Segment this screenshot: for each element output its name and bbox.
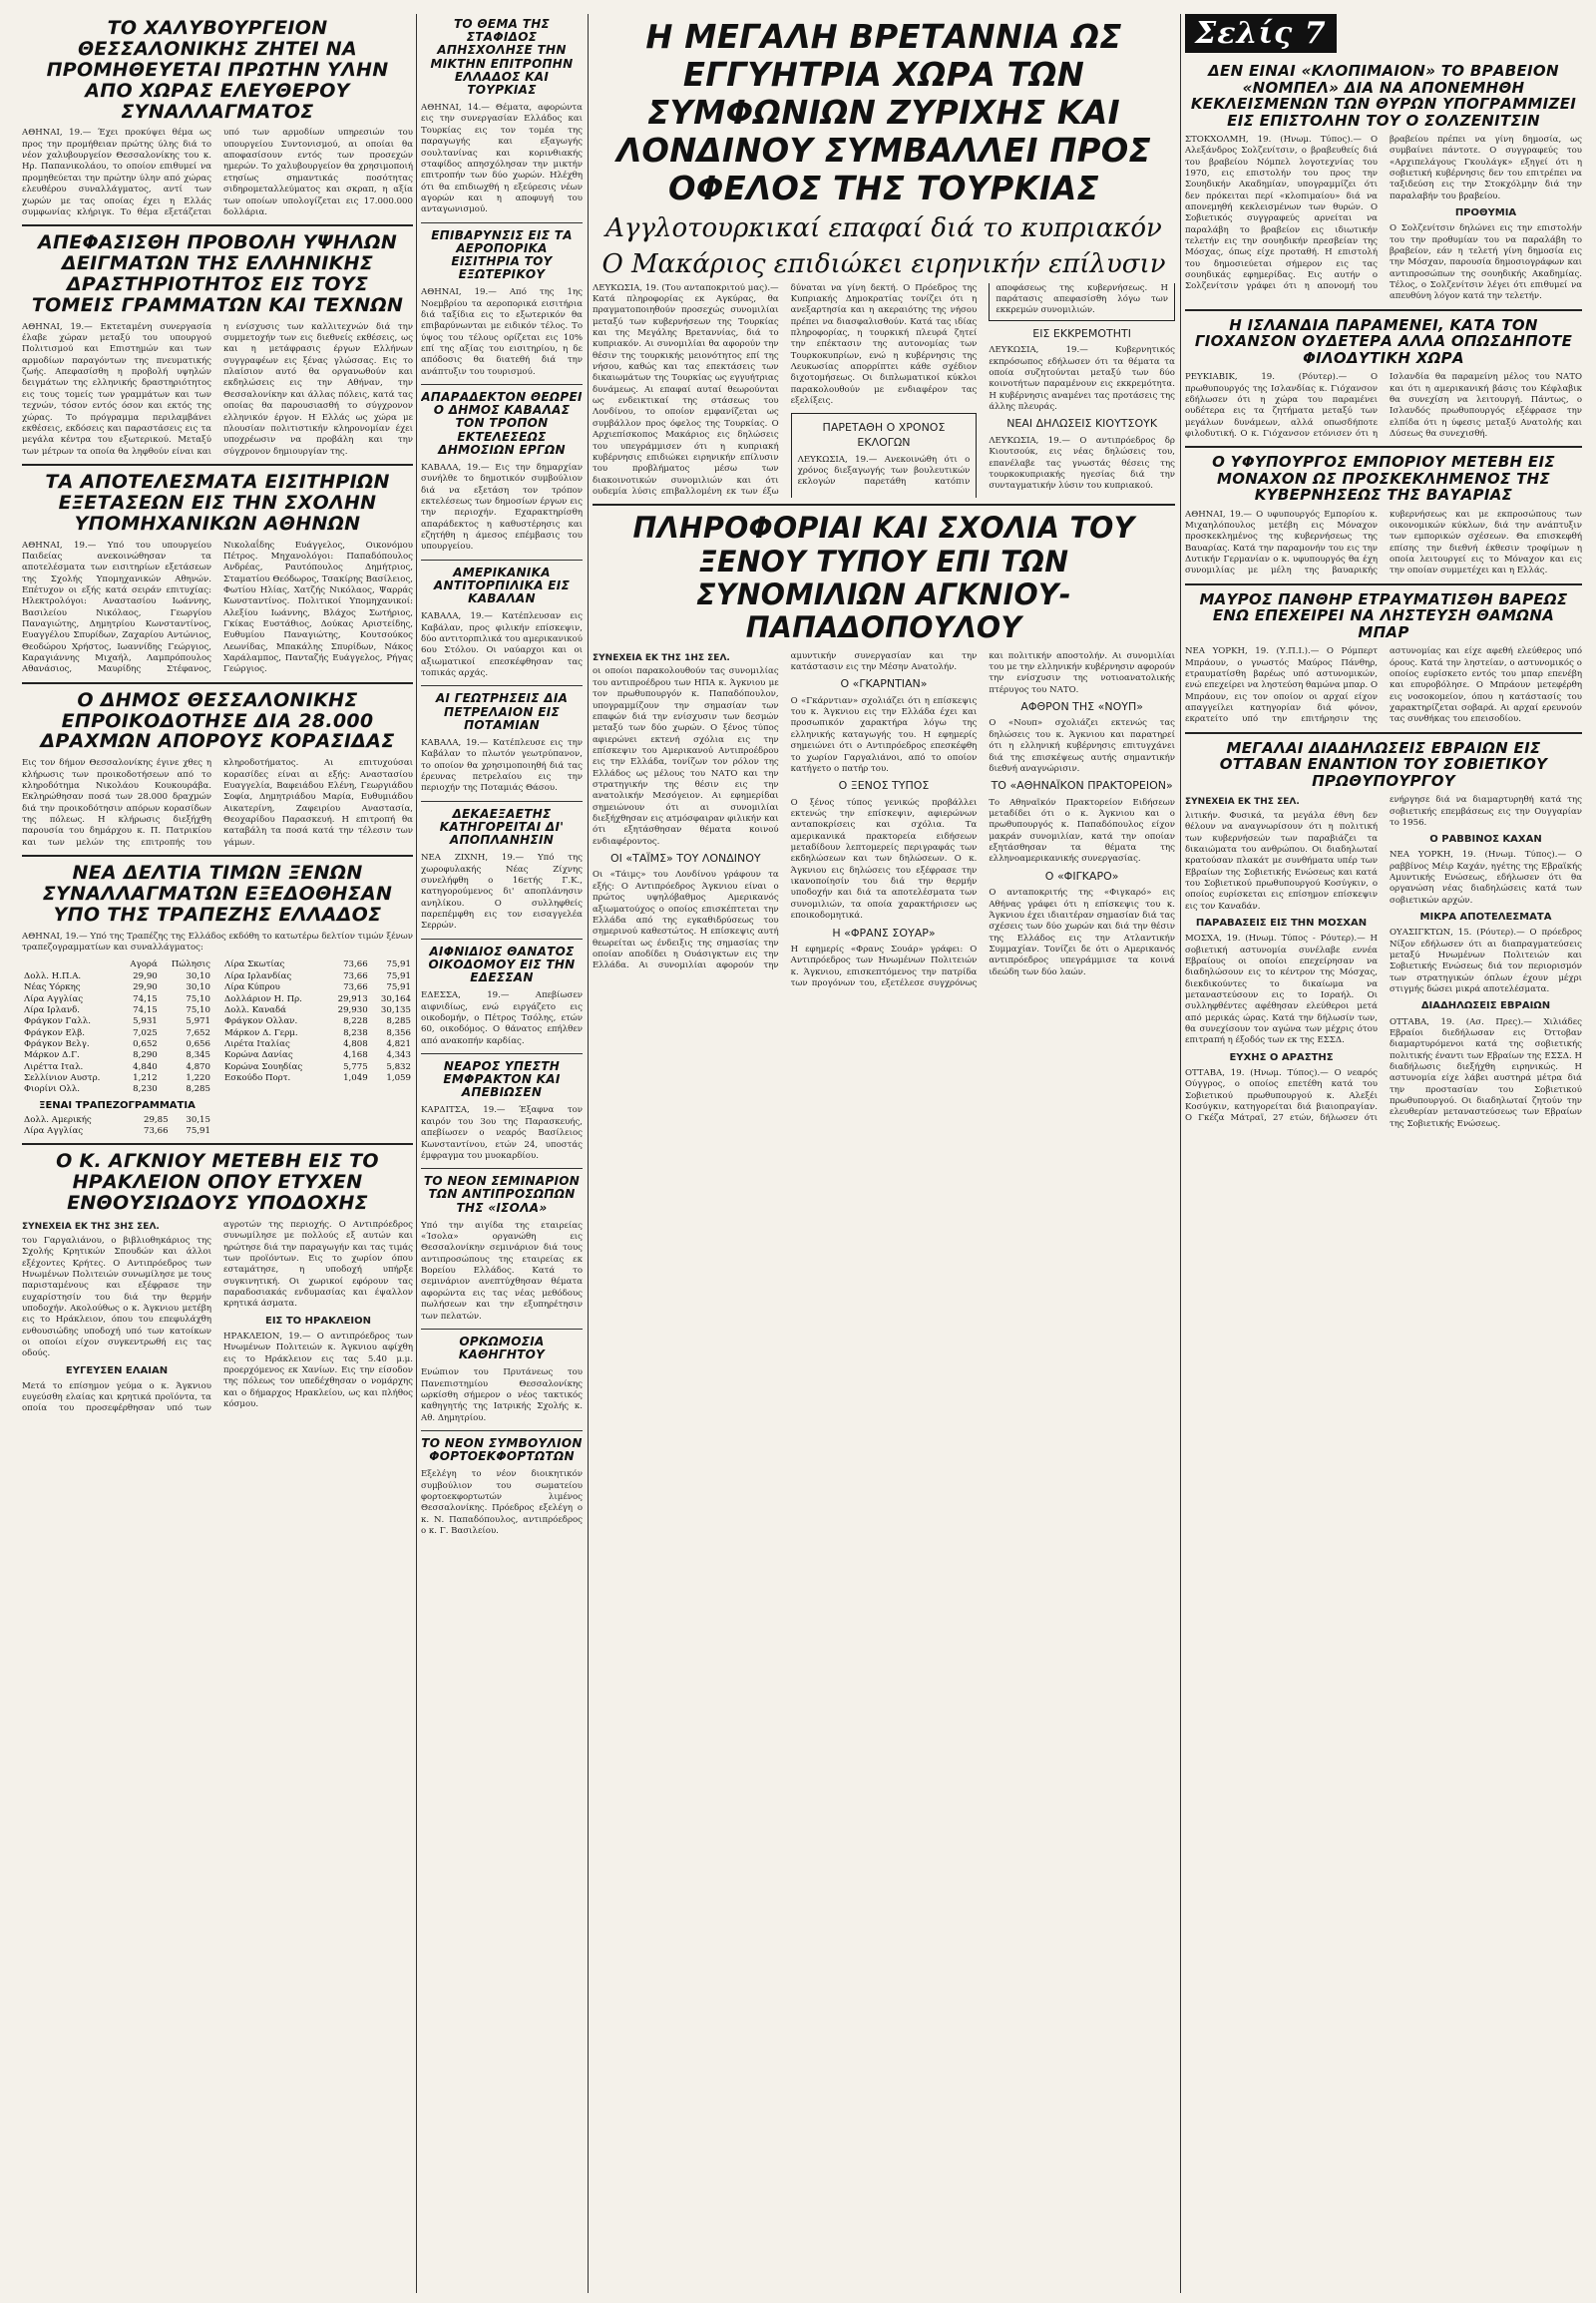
headline-oil-drilling: ΑΙ ΓΕΩΤΡΗΣΕΙΣ ΔΙΑ ΠΕΤΡΕΛΑΙΟΝ ΕΙΣ ΠΟΤΑΜΙΑΝ: [435, 691, 569, 732]
table-row: [222, 1039, 413, 1050]
divider: [1185, 583, 1582, 585]
table-cell: 30,164: [380, 993, 411, 1004]
page-number-logo: Σελίς 7: [1185, 14, 1337, 53]
column-1: [22, 14, 413, 2293]
article-text: Ο ανταποκριτής της «Φιγκαρό» εις Αθήνας γράφει ότι η επίσκεψις του κ. Άγκνιου έχει ιδιαιτέραν σημασίαν διά τας σχέσεις των δύο χωρών και διά την θέσιν της Ελλάδος εις την Ατλαντικήν Συμμαχίαν. Τονίζει δε ότι ο Αμερικανός αντιπρόεδρος υπεγράμμισε τα κοινά ιδεώδη των δύο λαών.: [989, 888, 1175, 977]
table-cell: 8,345: [186, 1050, 210, 1061]
article-body: [1185, 795, 1582, 1130]
table-cell: 8,290: [133, 1050, 158, 1061]
headline-dowry: Ο ΔΗΜΟΣ ΘΕΣΣΑΛΟΝΙΚΗΣ ΕΠΡΟΙΚΟΔΟΤΗΣΕ ΔΙΑ 28.000 ΔΡΑΧΜΩΝ ΑΠΟΡΟΥΣ ΚΟΡΑΣΙΔΑΣ: [40, 688, 395, 753]
divider: [421, 685, 583, 686]
table-cell: Λίρα Σκωτίας: [224, 960, 285, 970]
column-2: [421, 14, 583, 2293]
table-row: [22, 982, 212, 993]
article-body: [593, 651, 1175, 990]
table-cell: Κορώνα Σουηδίας: [224, 1061, 303, 1072]
article-body: ΚΑΒΑΛΑ, 19.— Κατέπλευσε εις την Καβάλαν το πλωτόν γεωτρύπανον, το οποίον θα χρησιμοποιηθή διά τας έρευνας πετρελαίου εις την περιοχήν της Ποταμιάς Θάσου.: [421, 737, 583, 794]
table-row: [22, 1126, 212, 1137]
article-text: Ο ξένος τύπος γενικώς προβάλλει εκτενώς την επίσκεψιν, αφιερώνων ανταποκρίσεις και σχόλια. Τα αμερικανικά πρακτορεία ειδήσεων μεταδίδουν λεπτομερείς περιγραφάς των εκδηλώσεων και των δηλώσεων. Ο κ. Άγκνιου εις δηλώσεις του εξέφρασε την ικανοποίησίν του διά την θερμήν υποδοχήν και διά τα αποτελέσματα των συνομιλιών, τα οποία χαρακτήρισεν ως εποικοδομητικά.: [790, 797, 978, 922]
headline-stevedores: ΤΟ ΝΕΟΝ ΣΥΜΒΟΥΛΙΟΝ ΦΟΡΤΟΕΚΦΟΡΤΩΤΩΝ: [421, 1435, 583, 1464]
headline-solzhenitsyn: ΔΕΝ ΕΙΝΑΙ «ΚΛΟΠΙΜΑΙΟΝ» ΤΟ ΒΡΑΒΕΙΟΝ «ΝΟΜΠΕΛ» ΔΙΑ ΝΑ ΑΠΟΝΕΜΗΘΗ ΚΕΚΛΕΙΣΜΕΝΩΝ ΤΩΝ ΘΥΡΩΝ ΥΠΟΓΡΑΜΜΙΖΕΙ ΕΙΣ ΕΠΙΣΤΟΛΗΝ ΤΟΥ Ο ΣΟΛΖΕΝΙΤΣΙΝ: [1190, 62, 1577, 130]
table-cell: 4,821: [386, 1038, 411, 1049]
table-row: [22, 1005, 212, 1016]
article-body: ΕΔΕΣΣΑ, 19.— Απεβίωσεν αιφνιδίως, ενώ ειργάζετο εις οικοδομήν, ο Πέτρος Τσόλης, ετών 60, οικοδόμος. Ο θάνατος επήλθεν από ανακοπήν καρδίας.: [421, 990, 583, 1046]
subheading: ΜΙΚΡΑ ΑΠΟΤΕΛΕΣΜΑΤΑ: [1419, 912, 1552, 924]
headline-air-tickets: ΕΠΙΒΑΡΥΝΣΙΣ ΕΙΣ ΤΑ ΑΕΡΟΠΟΡΙΚΑ ΕΙΣΙΤΗΡΙΑ ΤΟΥ ΕΞΩΤΕΡΙΚΟΥ: [431, 227, 573, 282]
table-cell: Λίρα Κύπρου: [224, 982, 280, 993]
divider: [1185, 446, 1582, 448]
table-cell: 1,059: [386, 1072, 411, 1083]
table-cell: Σελλίνιον Αυστρ.: [24, 1072, 101, 1083]
table-row: [222, 960, 413, 970]
article-body: ΑΘΗΝΑΙ, 19.— Υπό του υπουργείου Παιδείας ανεκοινώθησαν τα αποτελέσματα των εισιτηρίων εξετάσεων της Σχολής Υπομηχανικών Αθηνών. Επέτυχον οι εξής κατά σειράν επιτυχίας: Ηλεκτρολόγοι: Αναστασίου Ιωάννης, Βασιλείου Νικόλαος, Γεωργίου Παναγιώτης, Δημητρίου Κωνσταντίνος, Ευαγγέλου Σπυρίδων, Ζαχαρίου Αντώνιος, Θεοδώρου Χρήστος, Ιωαννίδης Γεώργιος, Καραγιάννης Μιχαήλ, Λαμπρόπουλος Αθανάσιος, Μαυρίδης Στέφανος, Νικολαΐδης Ευάγγελος, Οικονόμου Πέτρος. Μηχανολόγοι: Παπαδόπουλος Ανδρέας, Ραυτόπουλος Δημήτριος, Σταματίου Θεόδωρος, Τσακίρης Βασίλειος, Φωτίου Ηλίας, Χατζής Νικόλαος, Ψαρράς Κωνσταντίνος. Πολιτικοί Υπομηχανικοί: Αλεξίου Ιωάννης, Βλάχος Σωτήριος, Γκίκας Ευστάθιος, Δούκας Αριστείδης, Ευθυμίου Παναγιώτης, Κουτσούκος Λεωνίδας, Μπακάλης Σπυρίδων, Νάκος Χαράλαμπος, Πανταζής Ευάγγελος, Ρήγας Γεώργιος.: [22, 540, 413, 675]
table-row: [222, 1005, 413, 1016]
divider: [421, 560, 583, 561]
article-text: Ο «Νουπ» σχολιάζει εκτενώς τας δηλώσεις του κ. Άγκνιου και παρατηρεί ότι η ελληνική κυβέρνησις επιτυγχάνει διά της επισκέψεως αυτής σημαντικήν διεθνή αναγνώρισιν.: [989, 718, 1175, 774]
table-header: Αγορά: [130, 960, 158, 970]
divider: [421, 222, 583, 223]
article-text: ΟΥΑΣΙΓΚΤΩΝ, 15. (Ρόυτερ).— Ο πρόεδρος Νίξον εδήλωσεν ότι αι διαπραγματεύσεις μεταξύ Ηνωμένων Πολιτειών και Σοβιετικής Ενώσεως διά τον περιορισμόν των στρατηγικών όπλων έχουν μέχρι στιγμής δώσει μικρά αποτελέσματα.: [1390, 928, 1582, 995]
divider: [22, 224, 413, 226]
table-row: [22, 1084, 212, 1095]
table-row: [22, 1115, 212, 1126]
headline-deputy-minister: Ο ΥΦΥΠΟΥΡΓΟΣ ΕΜΠΟΡΙΟΥ ΜΕΤΕΒΗ ΕΙΣ ΜΟΝΑΧΟΝ ΩΣ ΠΡΟΣΚΕΚΛΗΜΕΝΟΣ ΤΗΣ ΚΥΒΕΡΝΗΣΕΩΣ ΤΗΣ ΒΑΥΑΡΙΑΣ: [1212, 453, 1555, 505]
article-text: ΗΡΑΚΛΕΙΟΝ, 19.— Ο αντιπρόεδρος των Ηνωμένων Πολιτειών κ. Άγκνιου αφίχθη εις το Ηράκλειον εις τας 5.40 μ.μ. προερχόμενος εκ Χανίων. Εις την είσοδον της πόλεως τον υπεδέχθησαν ο νομάρχης και ο δήμαρχος Ηρακλείου, ως και πλήθος κόσμου.: [223, 1331, 413, 1409]
column-rule: [588, 14, 589, 2293]
table-header: Πώλησις: [171, 960, 210, 970]
continuation-label: ΣΥΝΕΧΕΙΑ ΕΚ ΤΗΣ 1ΗΣ ΣΕΛ.: [593, 652, 730, 663]
table-cell: Δολλάριον Η. Πρ.: [224, 993, 302, 1004]
table-cell: 8,230: [133, 1084, 158, 1095]
table-header: [22, 960, 121, 970]
table-cell: 29,90: [133, 970, 158, 981]
table-cell: 75,91: [386, 970, 411, 981]
divider: [421, 1430, 583, 1431]
table-cell: 5,775: [343, 1061, 368, 1072]
article-body: ΑΘΗΝΑΙ, 19.— Ο υφυπουργός Εμπορίου κ. Μιχαηλόπουλος μετέβη εις Μόναχον προσκεκλημένος της κυβερνήσεως της Βαυαρίας. Κατά την παραμονήν του εις την Δυτικήν Γερμανίαν ο κ. υφυπουργός θα έχη συνομιλίας με μέλη της βαυαρικής κυβερνήσεως και με εκπροσώπους των οικονομικών κύκλων, διά την ανάπτυξιν των εμπορικών σχέσεων. Θα επισκεφθή επίσης την διεθνή έκθεσιν τροφίμων η οποία λειτουργεί εις το Μόναχον και εις την οποίαν συμμετέχει και η Ελλάς.: [1185, 509, 1582, 576]
article-body: ΑΘΗΝΑΙ, 19.— Από της 1ης Νοεμβρίου τα αεροπορικά εισιτήρια διά ταξίδια εις το εξωτερικόν θα επιβαρύνωνται με ειδικόν τέλος. Το ύψος του τέλους ορίζεται εις 10% επί της αξίας του εισιτηρίου, η δε απόδοσις θα διατεθή διά την ανάπτυξιν του τουρισμού.: [421, 287, 583, 377]
table-cell: 29,90: [133, 982, 158, 993]
article-text: Ο «Γκάρντιαν» σχολιάζει ότι η επίσκεψις του κ. Άγκνιου εις την Ελλάδα έχει και προσωπικόν χαρακτήρα λόγω της ελληνικής καταγωγής του. Η εφημερίς σημειώνει ότι ο Αντιπρόεδρος επεσκέφθη το χωρίον Γαργαλιάνοι, από το οποίον κατήγετο ο πατήρ του.: [790, 695, 978, 774]
subheading: ΕΥΧΗΣ Ο ΑΡΑΣΤΗΣ: [1229, 1051, 1334, 1063]
table-row: [222, 1028, 413, 1039]
subheadline: Αγγλοτουρκικαί επαφαί διά το κυπριακόν: [605, 212, 1162, 243]
article-text: του Γαργαλιάνου, ο βιβλιοθηκάριος της Σχολής Κρητικών Σπουδών και άλλοι εξέχοντες Κρήτες. Ο Αντιπρόεδρος των Ηνωμένων Πολιτειών συνωμίλησε με τους παρισταμένους και εξέφρασε την ευχαρίστησίν του διά την θερμήν υποδοχήν. Ακολούθως ο κ. Άγκνιου μετέβη εις το Ηράκλειον, όπου του επεφυλάχθη ενθουσιώδης υποδοχή υπό των κατοίκων οι οποίοι είχον συγκεντρωθή εις τας οδούς.: [22, 1235, 211, 1359]
table-cell: 73,66: [144, 1125, 169, 1136]
table-cell: Μάρκον Δ. Γερμ.: [224, 1027, 298, 1038]
headline-exchange-rates: ΝΕΑ ΔΕΛΤΙΑ ΤΙΜΩΝ ΞΕΝΩΝ ΣΥΝΑΛΛΑΓΜΑΤΩΝ ΕΞΕΔΟΘΗΣΑΝ ΥΠΟ ΤΗΣ ΤΡΑΠΕΖΗΣ ΕΛΛΑΔΟΣ: [42, 862, 393, 926]
headline-black-panther: ΜΑΥΡΟΣ ΠΑΝΘΗΡ ΕΤΡΑΥΜΑΤΙΣΘΗ ΒΑΡΕΩΣ ΕΝΩ ΕΠΕΧΕΙΡΕΙ ΝΑ ΛΗΣΤΕΥΣΗ ΘΑΜΩΝΑ ΜΠΑΡ: [1199, 589, 1568, 641]
table-cell: 1,220: [186, 1072, 210, 1083]
column-4: [1185, 14, 1582, 2293]
table-row: [222, 1073, 413, 1084]
table-cell: 4,343: [386, 1050, 411, 1061]
table-row: [222, 982, 413, 993]
table-row: [222, 1050, 413, 1061]
subheading: ΕΙΣ ΕΚΚΡΕΜΟΤΗΤΙ: [1032, 326, 1131, 340]
table-cell: 73,66: [343, 982, 368, 993]
table-cell: 8,228: [343, 1016, 368, 1027]
table-cell: 74,15: [133, 1004, 158, 1015]
table-cell: Λιρέτα Ιταλίας: [224, 1038, 290, 1049]
table-cell: 75,10: [186, 993, 210, 1004]
headline-seminar: ΤΟ ΝΕΟΝ ΣΕΜΙΝΑΡΙΟΝ ΤΩΝ ΑΝΤΙΠΡΟΣΩΠΩΝ ΤΗΣ «ΙΣΟΛΑ»: [423, 1174, 581, 1215]
article-text: Μετά το επίσημον γεύμα ο κ. Άγκνιου ευγεύσθη ελαίας και κρητικά προϊόντα, τα οποία του προσεφέρθησαν υπό των αγροτών της περιοχής. Ο Αντιπρόεδρος συνωμίλησε με πολλούς εξ αυτών και ηρώτησε διά την παραγωγήν και τας τιμάς των προϊόντων. Εις το χωρίον όπου εσταμάτησε, η υποδοχή υπήρξε συγκινητική. Οι χωρικοί εφόρουν τας παραδοσιακάς ενδυμασίας και έψαλλον κρητικά άσματα.: [22, 1219, 413, 1414]
headline-builder-death: ΑΙΦΝΙΔΙΟΣ ΘΑΝΑΤΟΣ ΟΙΚΟΔΟΜΟΥ ΕΙΣ ΤΗΝ ΕΔΕΣΣΑΝ: [428, 944, 576, 984]
column-3: [593, 14, 1175, 2293]
table-cell: 1,212: [133, 1072, 158, 1083]
table-cell: 7,025: [133, 1027, 158, 1038]
article-body: ΑΘΗΝΑΙ, 19.— Εκτεταμένη συνεργασία έλαβε χώραν μεταξύ του υπουργού Πολιτισμού και Επιστημών και των αρμοδίων παραγόντων της πνευματικής ζωής. Απεφασίσθη η προβολή υψηλών δειγμάτων της ελληνικής δραστηριότητος εις τους τομείς των γραμμάτων και των τεχνών, τόσον εντός όσον και εκτός της χώρας. Το πρόγραμμα περιλαμβάνει εκθέσεις, εκδόσεις και παραστάσεις εις τα μεγάλα κέντρα του εξωτερικού. Μεταξύ των μέτρων τα οποία θα ληφθούν είναι και η ενίσχυσις των καλλιτεχνών διά την συμμετοχήν των εις διεθνείς εκθέσεις, ως και η μετάφρασις έργων Ελλήνων συγγραφέων εις ξένας γλώσσας. Εις το πλαίσιον αυτό θα οργανωθούν και εκδηλώσεις εις την Αθήναν, την Θεσσαλονίκην και άλλας πόλεις, κατά τας οποίας θα παρουσιασθή το σύγχρονον ελληνικόν έργον. Η Ελλάς ως χώρα με πλουσίαν πολιτιστικήν κληρονομίαν έχει υποχρέωσιν να προβάλη και την σύγχρονον δημιουργίαν της.: [22, 321, 413, 457]
table-cell: 4,840: [133, 1061, 158, 1072]
table-row: [22, 1028, 212, 1039]
article-body: ΡΕΥΚΙΑΒΙΚ, 19. (Ρόυτερ).— Ο πρωθυπουργός της Ισλανδίας κ. Γιόχανσον εδήλωσεν ότι η χώρα του παραμένει ουδέτερα εις τα ζητήματα μεταξύ των μεγάλων δυνάμεων, αλλά οπωσδήποτε φιλοδυτική. Ο κ. Γιόχανσον ετόνισεν ότι η Ισλανδία θα παραμείνη μέλος του ΝΑΤΟ και ότι η αμερικανική βάσις του Κέφλαβικ θα συνεχίση να λειτουργή. Πάντως, ο Ισλανδός πρωθυπουργός εξέφρασε την ελπίδα ότι η ύφεσις μεταξύ Ανατολής και Δύσεως θα συνεχισθή.: [1185, 372, 1582, 439]
table-row: [22, 1050, 212, 1061]
table-cell: 30,10: [186, 982, 210, 993]
article-text: λιτικήν. Φυσικά, τα μεγάλα έθνη δεν θέλουν να αναγνωρίσουν ότι η πολιτική των κυβερνήσεών των παραβιάζει τα δικαιώματα του ανθρώπου. Οι διαδηλωταί κρατούσαν πλακάτ με συνθήματα υπέρ των Εβραίων της Σοβιετικής Ενώσεως και κατά του Σοβιετικού πρωθυπουργού Κοσύγκιν, ο οποίος ευρίσκεται εις επίσημον επίσκεψιν εις τον Καναδάν.: [1185, 811, 1378, 912]
article-body: ΑΘΗΝΑΙ, 14.— Θέματα, αφορώντα εις την συνεργασίαν Ελλάδος και Τουρκίας εις τον τομέα της παραγωγής και εξαγωγής σουλτανίνας και κορινθιακής σταφίδος απησχόλησαν την μικτήν επιτροπήν των δύο χωρών. Ηλέχθη ότι θα επιδιωχθή η εξεύρεσις νέων αγορών και η αποφυγή του ανταγωνισμού.: [421, 103, 583, 215]
inset-heading: ΠΑΡΕΤΑΘΗ Ο ΧΡΟΝΟΣ ΕΚΛΟΓΩΝ: [822, 421, 946, 449]
table-cell: Δολλ. Η.Π.Α.: [24, 970, 82, 981]
divider: [22, 855, 413, 857]
table-cell: Λίρα Ιρλανδίας: [224, 970, 292, 981]
article-text: ΟΤΤΑΒΑ, 19. (Ασ. Πρες).— Χιλιάδες Εβραίοι διεδήλωσαν εις Όττοβαν διαμαρτυρόμενοι κατά της σοβιετικής πολιτικής έναντι των Εβραίων της ΕΣΣΔ. Η διαδήλωσις διεξήχθη ειρηνικώς. Η αστυνομία είχε λάβει αυστηρά μέτρα διά την προστασίαν του Σοβιετικού πρωθυπουργού. Οι διαδηλωταί ζητούν την ελευθερίαν μεταναστεύσεως των Εβραίων της Σοβιετικής Ενώσεως.: [1390, 1016, 1582, 1129]
table-cell: 73,66: [343, 970, 368, 981]
headline-ottawa-protests: ΜΕΓΑΛΑΙ ΔΙΑΔΗΛΩΣΕΙΣ ΕΒΡΑΙΩΝ ΕΙΣ ΟΤΤΑΒΑΝ ΕΝΑΝΤΙΟΝ ΤΟΥ ΣΟΒΙΕΤΙΚΟΥ ΠΡΩΘΥΠΟΥΡΓΟΥ: [1219, 738, 1548, 790]
subheading: ΕΥΓΕΥΣΕΝ ΕΛΑΙΑΝ: [65, 1364, 169, 1376]
table-row: [222, 994, 413, 1005]
table-cell: Φιορίνι Ολλ.: [24, 1084, 81, 1095]
table-cell: Φράγκον Ολλαν.: [224, 1016, 298, 1027]
article-text: ΜΟΣΧΑ, 19. (Ηνωμ. Τύπος - Ρόυτερ).— Η σοβιετική αστυνομία συνέλαβε εννέα Εβραίους οι οποίοι επεχείρησαν να διαδηλώσουν εις το κέντρον της Μόσχας, διεκδικούντες το δικαίωμα να μεταναστεύσουν εις το Ισραήλ. Οι συλληφθέντες αφέθησαν ελεύθεροι μετά από μερικάς ώρας. Κατά την δήλωσίν των, θα συνεχίσουν τον αγώνα των μέχρις ότου επιτραπή η έξοδός των εκ της ΕΣΣΔ.: [1185, 934, 1378, 1046]
table-cell: 0,656: [186, 1038, 210, 1049]
table-cell: 8,238: [343, 1027, 368, 1038]
divider: [421, 1329, 583, 1330]
table-row: [22, 1073, 212, 1084]
headline-culture: ΑΠΕΦΑΣΙΣΘΗ ΠΡΟΒΟΛΗ ΥΨΗΛΩΝ ΔΕΙΓΜΑΤΩΝ ΤΗΣ ΕΛΛΗΝΙΚΗΣ ΔΡΑΣΤΗΡΙΟΤΗΤΟΣ ΕΙΣ ΤΟΥΣ ΤΟΜΕΙΣ ΓΡΑΜΜΑΤΩΝ ΚΑΙ ΤΕΧΝΩΝ: [31, 231, 404, 316]
table-cell: Μάρκον Δ.Γ.: [24, 1050, 80, 1061]
headline-raisins: ΤΟ ΘΕΜΑ ΤΗΣ ΣΤΑΦΙΔΟΣ ΑΠΗΣΧΟΛΗΣΕ ΤΗΝ ΜΙΚΤΗΝ ΕΠΙΤΡΟΠΗΝ ΕΛΛΑΔΟΣ ΚΑΙ ΤΟΥΡΚΙΑΣ: [430, 17, 574, 97]
table-cell: Λίρα Αγγλίας: [24, 993, 84, 1004]
article-body: ΑΘΗΝΑΙ, 19.— Έχει προκύψει θέμα ως προς την προμήθειαν πρώτης ύλης διά το νέον χαλυβουργείον Θεσσαλονίκης του κ. Ηρ. Παπανικολάου, το οποίον επιθυμεί να προμηθεύεται την πρώτην ύλην από χώρας ελευθέρου συναλλάγματος, αντί των χωρών με τας οποίας έχει η Ελλάς συμφωνίας κλήριγκ. Το θέμα εξετάζεται υπό των αρμοδίων υπηρεσιών του υπουργείου Συντονισμού, αι οποίαι θα αποφασίσουν εντός των προσεχών ημερών. Το χαλυβουργείον θα χρησιμοποιή ετησίως σημαντικάς ποσότητας σιδηρομεταλλεύματος και σκραπ, η αξία των οποίων υπολογίζεται εις 17.000.000 δολλάρια.: [22, 128, 413, 217]
article-intro: ΑΘΗΝΑΙ, 19.— Υπό της Τραπέζης της Ελλάδος εκδόθη το κατωτέρω δελτίον τιμών ξένων τραπεζογραμματίων και συναλλάγματος:: [22, 931, 413, 954]
subheading: Ο ΡΑΒΒΙΝΟΣ ΚΑΧΑΝ: [1429, 834, 1542, 846]
article-body: ΝΕΑ ΖΙΧΝΗ, 19.— Υπό της χωροφυλακής Νέας Ζίχνης συνελήφθη ο 16ετής Γ.Κ., κατηγορούμενος δι' αποπλάνησιν ανηλίκου. Ο συλληφθείς παρεπέμφθη εις τον εισαγγελέα Σερρών.: [421, 853, 583, 932]
article-text: Το Αθηναϊκόν Πρακτορείον Ειδήσεων μεταδίδει ότι ο κ. Άγκνιου και ο πρωθυπουργός κ. Παπαδόπουλος είχον μακράν συνομιλίαν, κατά την οποίαν εξητάσθησαν τα θέματα της ελληνοαμερικανικής συνεργασίας.: [989, 797, 1175, 865]
subheading: ΝΕΑΙ ΔΗΛΩΣΕΙΣ ΚΙΟΥΤΣΟΥΚ: [1006, 417, 1158, 431]
subheading: ΟΙ «ΤΑΪΜΣ» ΤΟΥ ΛΟΝΔΙΝΟΥ: [609, 851, 761, 865]
article-text: ΛΕΥΚΩΣΙΑ, 19.— Ανεκοινώθη ότι ο χρόνος διεξαγωγής των βουλευτικών εκλογών παρετάθη κατόπιν αποφάσεως της κυβερνήσεως. Η παράτασις απεφασίσθη λόγω των εκκρεμών συνομιλιών.: [797, 282, 1168, 488]
article-body: ΚΑΒΑΛΑ, 19.— Εις την δημαρχίαν συνήλθε το δημοτικόν συμβούλιον διά να εξετάση τον τρόπον εκτελέσεως των δημοσίων έργων εις την περιοχήν. Εχαρακτηρίσθη απαράδεκτος η καθυστέρησις και εζητήθη η άμεσος επέμβασις του υπουργείου.: [421, 463, 583, 553]
divider: [421, 801, 583, 802]
article-body: ΚΑΒΑΛΑ, 19.— Κατέπλευσαν εις Καβάλαν, προς φιλικήν επίσκεψιν, δύο αντιτορπιλικά του αμερικανικού 6ου Στόλου. Οι ναύαρχοι και οι αξιωματικοί επεσκέφθησαν τας τοπικάς αρχάς.: [421, 611, 583, 679]
table-cell: 8,356: [386, 1027, 411, 1038]
article-body: Εις τον δήμον Θεσσαλονίκης έγινε χθες η κλήρωσις των προικοδοτήσεων από το κληροδότημα Νικολάου Κουκουράβα. Εκληρώθησαν ποσά των 28.000 δραχμών διά την προικοδότησιν απόρων κορασίδων της πόλεως. Η κλήρωσις διεξήχθη παρουσία του δημάρχου κ. Π. Πατρικίου και των μελών της επιτροπής του κληροδοτήματος. Αι επιτυχούσαι κορασίδες είναι αι εξής: Αναστασίου Ευαγγελία, Βαφειάδου Ελένη, Γεωργιάδου Σοφία, Δημητριάδου Μαρία, Ευθυμιάδου Αικατερίνη, Ζαφειρίου Αναστασία, Θεοχαρίδου Παρασκευή. Η επιτροπή θα καταβάλη τα ποσά κατά την τέλεσιν των γάμων.: [22, 758, 413, 848]
divider: [22, 1143, 413, 1145]
exchange-rate-table-right: [222, 960, 413, 1084]
article-body: Υπό την αιγίδα της εταιρείας «Ίσολα» οργανώθη εις Θεσσαλονίκην σεμινάριον διά τους αντιπροσώπους της εταιρείας εκ Βορείου Ελλάδος. Κατά το σεμινάριον ανεπτύχθησαν θέματα αφορώντα εις τας νέας μεθόδους πωλήσεων και την εξυπηρέτησιν των πελατών.: [421, 1220, 583, 1322]
table-cell: Νέας Υόρκης: [24, 982, 81, 993]
article-body: Ενώπιον του Πρυτάνεως του Πανεπιστημίου Θεσσαλονίκης ωρκίσθη σήμερον ο νέος τακτικός καθηγητής της Ιατρικής Σχολής κ. Αθ. Δημητρίου.: [421, 1367, 583, 1423]
table-cell: 73,66: [343, 960, 368, 970]
article-text: ΛΕΥΚΩΣΙΑ, 19. (Του ανταποκριτού μας).— Κατά πληροφορίας εκ Αγκύρας, θα πραγματοποιηθούν προσεχώς συνομιλίαι μεταξύ των κυβερνήσεων της Τουρκίας και της Μεγάλης Βρεταννίας, διά το κυπριακόν. Αι συνομιλίαι θα αφορούν την θέσιν της τουρκικής μειονότητος επί της νήσου, καθώς και τας επεκτάσεις των δικαιωμάτων της Τουρκίας ως εγγυήτριας δυνάμεως. Αι επαφαί αυταί θεωρούνται ως ενδεικτικαί της στάσεως του Λονδίνου, το οποίον εμφανίζεται ως συμβάλλον προς όφελος της Τουρκίας. Ο Αρχιεπίσκοπος Μακάριος εις δηλώσεις του υπεγράμμισεν ότι η κυπριακή κυβέρνησις επιδιώκει ειρηνικήν επίλυσιν του προβλήματος μέσω των διακοινοτικών συνομιλιών και ότι ουδεμία λύσις επιβαλλομένη εκ των έξω δύναται να γίνη δεκτή. Ο Πρόεδρος της Κυπριακής Δημοκρατίας τονίζει ότι η ανεξαρτησία και η ακεραιότης της νήσου πρέπει να διασφαλισθούν. Κατά τας ιδίας πληροφορίας, η τουρκική πλευρά ζητεί την επέκτασιν της αυτονομίας των Τουρκοκυπρίων, ενώ η κυβέρνησις της Λευκωσίας απορρίπτει κάθε σχέδιον διχοτομήσεως. Οι διπλωματικοί κύκλοι παρακολουθούν με ενδιαφέρον τας εξελίξεις.: [593, 282, 978, 497]
table-cell: Κορώνα Δανίας: [224, 1050, 293, 1061]
subheading: ΠΑΡΑΒΑΣΕΙΣ ΕΙΣ ΤΗΝ ΜΟΣΧΑΝ: [1195, 918, 1368, 930]
table-cell: Δολλ. Αμερικής: [24, 1114, 92, 1125]
article-text: ΛΕΥΚΩΣΙΑ, 19.— Ο αντιπρόεδρος δρ Κιουτσούκ, εις νέας δηλώσεις του, επανέλαβε τας γνωστάς θέσεις της τουρκοκυπριακής ηγεσίας διά την συνταγματικήν λύσιν του κυπριακού.: [989, 435, 1175, 492]
article-body: ΝΕΑ ΥΟΡΚΗ, 19. (Υ.Π.Ι.).— Ο Ρόμπερτ Μπράουν, ο γνωστός Μαύρος Πάνθηρ, ετραυματίσθη βαρέως υπό αστυνομικών, ενώ επεχείρει να ληστεύση θαμώνα μπαρ. Ο Μπράουν, εις τον οποίον οι αρχαί είχον απαγγείλει κατηγορίαν διά φόνον, εκρατείτο υπό την επιτήρησιν της αστυνομίας και είχε αφεθή ελεύθερος υπό όρους. Κατά την ληστείαν, ο αστυνομικός ο οποίος ευρίσκετο εντός του μπαρ επενέβη και επυροβόλησε. Ο Μπράουν μετεφέρθη εις νοσοκομείον, όπου η κατάστασίς του χαρακτηρίζεται σοβαρά. Αι αρχαί ερευνούν τας συνθήκας του επεισοδίου.: [1185, 646, 1582, 725]
divider: [421, 939, 583, 940]
headline-kavala-works: ΑΠΑΡΑΔΕΚΤΟΝ ΘΕΩΡΕΙ Ο ΔΗΜΟΣ ΚΑΒΑΛΑΣ ΤΟΝ ΤΡΟΠΟΝ ΕΚΤΕΛΕΣΕΩΣ ΔΗΜΟΣΙΩΝ ΕΡΓΩΝ: [421, 390, 583, 457]
article-body: Εξελέγη το νέον διοικητικόν συμβούλιον του σωματείου φορτοεκφορτωτών λιμένος Θεσσαλονίκης. Πρόεδρος εξελέγη ο κ. Ν. Παπαδόπουλος, αντιπρόεδρος ο κ. Γ. Βασιλείου.: [421, 1469, 583, 1537]
article-text: Οι «Τάιμς» του Λονδίνου γράφουν τα εξής: Ο Αντιπρόεδρος Άγκνιου είναι ο πρώτος υψηλόβαθμος Αμερικανός αξιωματούχος ο οποίος επισκέπτεται την Ελλάδα από της εγκαθιδρύσεως του σημερινού καθεστώτος. Η επίσκεψις αυτή θεωρείται ως ένδειξις της σημασίας την οποίαν αποδίδει η Ουάσιγκτων εις την Ελλάδα. Αι συνομιλίαι αφορούν την αμυντικήν συνεργασίαν και την κατάστασιν εις την Μέσην Ανατολήν.: [593, 650, 978, 971]
subheading: Ο ΞΕΝΟΣ ΤΥΠΟΣ: [838, 779, 930, 793]
headline-britain-cyprus: Η ΜΕΓΑΛΗ ΒΡΕΤΑΝΝΙΑ ΩΣ ΕΓΓΥΗΤΡΙΑ ΧΩΡΑ ΤΩΝ ΣΥΜΦΩΝΙΩΝ ΖΥΡΙΧΗΣ ΚΑΙ ΛΟΝΔΙΝΟΥ ΣΥΜΒΑΛΛΕΙ ΠΡΟΣ ΟΦΕΛΟΣ ΤΗΣ ΤΟΥΡΚΙΑΣ: [616, 17, 1151, 207]
table-row: [222, 1016, 413, 1027]
table-cell: 4,808: [343, 1038, 368, 1049]
table-cell: Λιρέττα Ιταλ.: [24, 1061, 84, 1072]
headline-foreign-press: ΠΛΗΡΟΦΟΡΙΑΙ ΚΑΙ ΣΧΟΛΙΑ ΤΟΥ ΞΕΝΟΥ ΤΥΠΟΥ ΕΠΙ ΤΩΝ ΣΥΝΟΜΙΛΙΩΝ ΑΓΚΝΙΟΥ-ΠΑΠΑΔΟΠΟΥΛΟΥ: [632, 511, 1135, 645]
divider: [593, 504, 1175, 506]
headline-exam-results: ΤΑ ΑΠΟΤΕΛΕΣΜΑΤΑ ΕΙΣΙΤΗΡΙΩΝ ΕΞΕΤΑΣΕΩΝ ΕΙΣ ΤΗΝ ΣΧΟΛΗΝ ΥΠΟΜΗΧΑΝΙΚΩΝ ΑΘΗΝΩΝ: [45, 470, 390, 535]
table-row: [22, 1016, 212, 1027]
subheading: ΔΙΑΔΗΛΩΣΕΙΣ ΕΒΡΑΙΩΝ: [1420, 1000, 1551, 1012]
table-cell: 75,91: [186, 1125, 210, 1136]
table-cell: 5,931: [133, 1016, 158, 1027]
headline-heart-attack: ΝΕΑΡΟΣ ΥΠΕΣΤΗ ΕΜΦΡΑΚΤΟΝ ΚΑΙ ΑΠΕΒΙΩΣΕΝ: [443, 1058, 561, 1100]
continuation-label: ΣΥΝΕΧΕΙΑ ΕΚ ΤΗΣ 3ΗΣ ΣΕΛ.: [22, 1221, 160, 1232]
exchange-rate-table-left: [22, 960, 212, 1095]
table-cell: 5,832: [386, 1061, 411, 1072]
table-row: [222, 971, 413, 982]
article-text: ΝΕΑ ΥΟΡΚΗ, 19. (Ηνωμ. Τύπος).— Ο ραββίνος Μέιρ Καχάν, ηγέτης της Εβραϊκής Αμυντικής Ενώσεως, εδήλωσεν ότι θα οργανώση νέας διαδηλώσεις κατά των σοβιετικών αρχών.: [1390, 850, 1582, 906]
table-row: [22, 971, 212, 982]
table-cell: Λίρα Ιρλανδ.: [24, 1004, 80, 1015]
subheading: Ο «ΓΚΑΡΝΤΙΑΝ»: [840, 677, 928, 691]
table-row: [222, 1062, 413, 1073]
table-cell: 75,10: [186, 1004, 210, 1015]
table-cell: 4,870: [186, 1061, 210, 1072]
article-text: οι οποίοι παρακολουθούν τας συνομιλίας του αντιπροέδρου των ΗΠΑ κ. Άγκνιου με τον πρωθυπουργόν κ. Παπαδόπουλον, υπογραμμίζουν την σημασίαν των επαφών διά την ενίσχυσιν των δεσμών μεταξύ των δύο χωρών. Ο ξένος τύπος αφιερώνει εκτενή σχόλια εις την επίσκεψιν του Αμερικανού Αντιπροέδρου εις την Ελλάδα, τονίζων τον ρόλον της Ελλάδος ως μέλους του ΝΑΤΟ και την στρατηγικήν της θέσιν εις την ανατολικήν Μεσόγειον. Αι εφημερίδαι σημειώνουν ότι αι συνομιλίαι διεξήχθησαν εις ατμόσφαιραν φιλικήν και ότι εξητάσθησαν θέματα κοινού ενδιαφέροντος.: [593, 666, 779, 847]
table-cell: 74,15: [133, 993, 158, 1004]
divider: [22, 682, 413, 684]
article-body: [1185, 135, 1582, 303]
subheadline: Ο Μακάριος επιδιώκει ειρηνικήν επίλυσιν: [601, 248, 1166, 279]
divider: [421, 1053, 583, 1054]
subheading: Ο «ΦΙΓΚΑΡΟ»: [1044, 869, 1119, 883]
table-cell: Δολλ. Καναδά: [224, 1004, 286, 1015]
article-text: ΟΤΤΑΒΑ, 19. (Ηνωμ. Τύπος).— Ο νεαρός Ούγγρος, ο οποίος επετέθη κατά του Σοβιετικού πρωθυπουργού κ. Αλεξέι Κοσύγκιν, κατηγορείται διά βιαιοπραγίαν. Ο Γκέζα Μάτραϊ, 27 ετών, δήλωσεν ότι ενήργησε διά να διαμαρτυρηθή κατά της σοβιετικής επεμβάσεως εις την Ουγγαρίαν το 1956.: [1185, 795, 1582, 1124]
headline-professor-oath: ΟΡΚΩΜΟΣΙΑ ΚΑΘΗΓΗΤΟΥ: [458, 1334, 546, 1362]
subheading: ΤΟ «ΑΘΗΝΑΪΚΟΝ ΠΡΑΚΤΟΡΕΙΟΝ»: [991, 779, 1173, 793]
divider: [421, 384, 583, 385]
notes-heading: ΞΕΝΑΙ ΤΡΑΠΕΖΟΓΡΑΜΜΑΤΙΑ: [39, 1099, 196, 1111]
table-cell: Φράγκον Γαλλ.: [24, 1016, 91, 1027]
table-row: [22, 1062, 212, 1073]
subheading: ΠΡΟΘΥΜΙΑ: [1454, 207, 1517, 219]
continuation-label: ΣΥΝΕΧΕΙΑ ΕΚ ΤΗΣ ΣΕΛ.: [1185, 797, 1300, 808]
table-cell: 30,135: [380, 1004, 411, 1015]
table-cell: 29,913: [337, 993, 368, 1004]
table-cell: Εσκούδο Πορτ.: [224, 1072, 291, 1083]
divider: [1185, 309, 1582, 311]
headline-iceland: Η ΙΣΛΑΝΔΙΑ ΠΑΡΑΜΕΝΕΙ, ΚΑΤΑ ΤΟΝ ΓΙΟΧΑΝΣΟΝ ΟΥΔΕΤΕΡΑ ΑΛΛΑ ΟΠΩΣΔΗΠΟΤΕ ΦΙΛΟΔΥΤΙΚΗ ΧΩΡΑ: [1194, 315, 1573, 367]
table-cell: Φράγκον Βελγ.: [24, 1038, 90, 1049]
table-cell: 7,652: [186, 1027, 210, 1038]
table-cell: 0,652: [133, 1038, 158, 1049]
table-cell: 8,285: [386, 1016, 411, 1027]
article-body: [593, 283, 1175, 499]
article-text: Η εφημερίς «Φρανς Σουάρ» γράφει: Ο Αντιπρόεδρος των Ηνωμένων Πολιτειών κ. Άγκνιου, επισκεπτόμενος την πατρίδα των προγόνων του, εξετέλεσε συγχρόνως και πολιτικήν αποστολήν. Αι συνομιλίαι του με την ελληνικήν κυβέρνησιν αφορούν την ενίσχυσιν της νοτιοανατολικής πτέρυγος του ΝΑΤΟ.: [790, 650, 1175, 989]
divider: [1185, 732, 1582, 734]
subheading: ΕΙΣ ΤΟ ΗΡΑΚΛΕΙΟΝ: [264, 1315, 371, 1327]
divider: [421, 1168, 583, 1169]
article-text: ΣΤΟΚΧΟΛΜΗ, 19. (Ηνωμ. Τύπος).— Ο Αλεξάνδρος Σολζενίτσιν, ο βραβευθείς διά του βραβείου Νόμπελ λογοτεχνίας του 1970, εις επιστολήν του προς την Σουηδικήν Ακαδημίαν, υπογραμμίζει ότι δεν πρόκειται περί «κλοπιμαίου» διά να απονεμηθή κεκλεισμένων των θυρών. Ο Σοβιετικός συγγραφεύς αρνείται να παραλάβη το βραβείον εις ιδιωτικήν τελετήν εις την σουηδικήν πρεσβείαν της Μόσχας, όπως είχε προταθή. Η επιστολή του δημοσιεύεται σήμερον εις τας σουηδικάς εφημερίδας. Εις αυτήν ο Σολζενίτσιν γράφει ότι η απονομή του βραβείου πρέπει να γίνη δημοσία, ως συμβαίνει πάντοτε. Ο συγγραφεύς του «Αρχιπελάγους Γκουλάγκ» εξηγεί ότι η σοβιετική κυβέρνησις δεν του επιτρέπει να ταξιδεύση εις την Στοκχόλμην διά την παραλαβήν του βραβείου.: [1185, 135, 1582, 292]
article-text: ΛΕΥΚΩΣΙΑ, 19.— Κυβερνητικός εκπρόσωπος εδήλωσεν ότι τα θέματα τα οποία συζητούνται μεταξύ των δύο κοινοτήτων παραμένουν εις εκκρεμότητα. Η κυβέρνησις αναμένει τας προτάσεις της άλλης πλευράς.: [989, 345, 1175, 412]
table-cell: Φράγκον Ελβ.: [24, 1027, 85, 1038]
subheading: ΑΦΘΡΟΝ ΤΗΣ «ΝΟΥΠ»: [1020, 699, 1143, 713]
banknote-table: [22, 1115, 212, 1138]
column-rule: [1180, 14, 1181, 2293]
table-cell: 29,930: [337, 1004, 368, 1015]
table-cell: Λίρα Αγγλίας: [24, 1125, 84, 1136]
table-row: [22, 1039, 212, 1050]
table-cell: 1,049: [343, 1072, 368, 1083]
table-cell: 5,971: [186, 1016, 210, 1027]
article-body: [22, 1220, 413, 1415]
divider: [22, 464, 413, 466]
table-cell: 30,10: [186, 970, 210, 981]
exchange-rate-tables: [22, 960, 413, 1137]
subheading: Η «ΦΡΑΝΣ ΣΟΥΑΡ»: [832, 926, 936, 940]
table-row: [22, 994, 212, 1005]
table-cell: 4,168: [343, 1050, 368, 1061]
table-cell: 8,285: [186, 1084, 210, 1095]
headline-teen-accused: ΔΕΚΑΕΞΑΕΤΗΣ ΚΑΤΗΓΟΡΕΙΤΑΙ ΔΙ' ΑΠΟΠΛΑΝΗΣΙΝ: [439, 806, 565, 848]
headline-steel-mill: ΤΟ ΧΑΛΥΒΟΥΡΓΕΙΟΝ ΘΕΣΣΑΛΟΝΙΚΗΣ ΖΗΤΕΙ ΝΑ ΠΡΟΜΗΘΕΥΕΤΑΙ ΠΡΩΤΗΝ ΥΛΗΝ ΑΠΟ ΧΩΡΑΣ ΕΛΕΥΘΕΡΟΥ ΣΥΝΑΛΛΑΓΜΑΤΟΣ: [46, 17, 389, 123]
table-cell: 75,91: [386, 982, 411, 993]
table-cell: 30,15: [186, 1114, 210, 1125]
headline-destroyers: ΑΜΕΡΙΚΑΝΙΚΑ ΑΝΤΙΤΟΡΠΙΛΙΚΑ ΕΙΣ ΚΑΒΑΛΑΝ: [433, 565, 571, 606]
column-rule: [416, 14, 417, 2293]
table-cell: 29,85: [144, 1114, 169, 1125]
table-cell: 75,91: [386, 960, 411, 970]
article-body: ΚΑΡΔΙΤΣΑ, 19.— Έξαφνα τον καιρόν του 3ου της Παρασκευής, απεβίωσεν ο νεαρός Βασίλειος Κωνσταντίνου, ετών 24, υποστάς έμφραγμα του μυοκαρδίου.: [421, 1105, 583, 1161]
headline-agnew-heraklion: Ο Κ. ΑΓΚΝΙΟΥ ΜΕΤΕΒΗ ΕΙΣ ΤΟ ΗΡΑΚΛΕΙΟΝ ΟΠΟΥ ΕΤΥΧΕΝ ΕΝΘΟΥΣΙΩΔΟΥΣ ΥΠΟΔΟΧΗΣ: [56, 1150, 379, 1215]
article-text: Ο Σολζενίτσιν δηλώνει εις την επιστολήν του την προθυμίαν του να παραλάβη το βραβείον, εάν η τελετή γίνη δημοσία εις την Μόσχαν, παρουσία δημοσιογράφων και αντιπροσώπων της σουηδικής Ακαδημίας. Τέλος, ο Σολζενίτσιν λέγει ότι επιθυμεί να απευθύνη λόγον κατά την τελετήν.: [1390, 223, 1582, 302]
